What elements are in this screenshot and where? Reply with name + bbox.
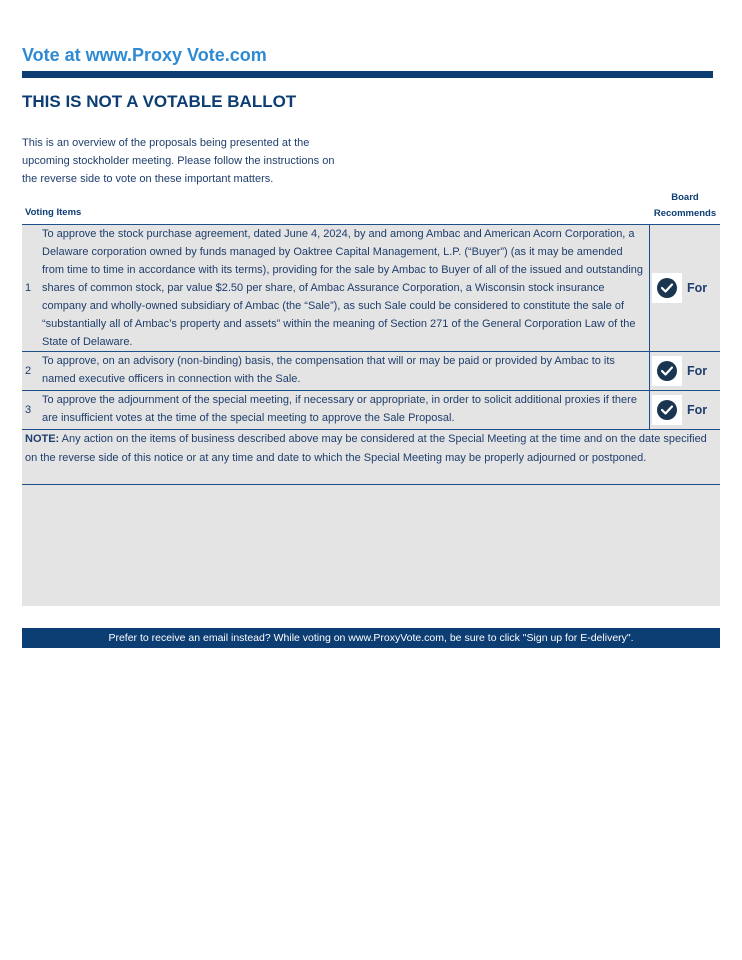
recommendation-label: For <box>687 403 708 417</box>
header-divider <box>22 71 713 78</box>
voting-item-row <box>22 351 720 390</box>
item-text: To approve the adjournment of the special meeting, if necessary or appropriate, in order to solicit additional proxies if there are insufficient votes at the time of the special meeting to approve the Sale Proposal. <box>42 394 637 424</box>
item-number: 2 <box>25 365 32 377</box>
checkmark-icon-box <box>652 356 682 386</box>
item-text: To approve, on an advisory (non-binding) basis, the compensation that will or may be paid or provided by Ambac to its named executive officers in connection with the Sale. <box>42 355 615 385</box>
checkmark-icon-box <box>652 273 682 303</box>
note-label: NOTE: <box>25 433 60 445</box>
checkmark-icon-box <box>652 395 682 425</box>
recommendation-label: For <box>687 281 708 295</box>
recommendation-label: For <box>687 364 708 378</box>
voting-item-row <box>22 390 720 429</box>
intro-text: This is an overview of the proposals being presented at the upcoming stockholder meeting. Please follow the instructions on the reverse side to vote on these important matters. <box>22 137 335 185</box>
voting-item-row <box>22 224 720 351</box>
board-header-line1: Board <box>671 192 699 203</box>
item-number: 1 <box>25 282 32 294</box>
voting-items-header: Voting Items <box>25 207 82 218</box>
item-number: 3 <box>25 404 32 416</box>
board-recommendation <box>649 391 720 429</box>
checkmark-icon <box>657 278 677 298</box>
vote-link[interactable]: Vote at www.Proxy Vote.com <box>22 45 267 65</box>
blank-panel <box>22 485 720 606</box>
board-recommendation <box>649 225 720 351</box>
note-text: Any action on the items of business described above may be considered at the Special Meeting at the time and on the date specified on the reverse side of this notice or at any time and date to which the Special Meeting may be properly adjourned or postponed. <box>25 433 707 464</box>
page-title: THIS IS NOT A VOTABLE BALLOT <box>22 92 297 111</box>
checkmark-icon <box>657 361 677 381</box>
voting-items-table <box>22 224 720 606</box>
item-text: To approve the stock purchase agreement, dated June 4, 2024, by and among Ambac and American Acorn Corporation, a Delaware corporation owned by funds managed by Oaktree Capital Management, L.P. (“Buyer”) (as it may be amended from time to time in accordance with its terms), providing for the sale by Ambac to Buyer of all of the issued and outstanding shares of common stock, par value $2.50 per share, of Ambac Assurance Corporation, a Wisconsin stock insurance company and wholly-owned subsidiary of Ambac (the “Sale”), as such Sale could be considered to constitute the sale of “substantially all of Ambac’s property and assets” within the meaning of Section 271 of the General Corporation Law of the State of Delaware. <box>42 228 644 348</box>
note-section <box>22 429 720 485</box>
board-recommendation <box>649 352 720 390</box>
checkmark-icon <box>657 400 677 420</box>
board-recommends-header <box>650 190 720 222</box>
edelivery-text: Prefer to receive an email instead? While voting on www.ProxyVote.com, be sure to click "Sign up for E-delivery". <box>108 632 634 644</box>
edelivery-banner <box>22 628 720 648</box>
board-header-line2: Recommends <box>653 208 717 219</box>
